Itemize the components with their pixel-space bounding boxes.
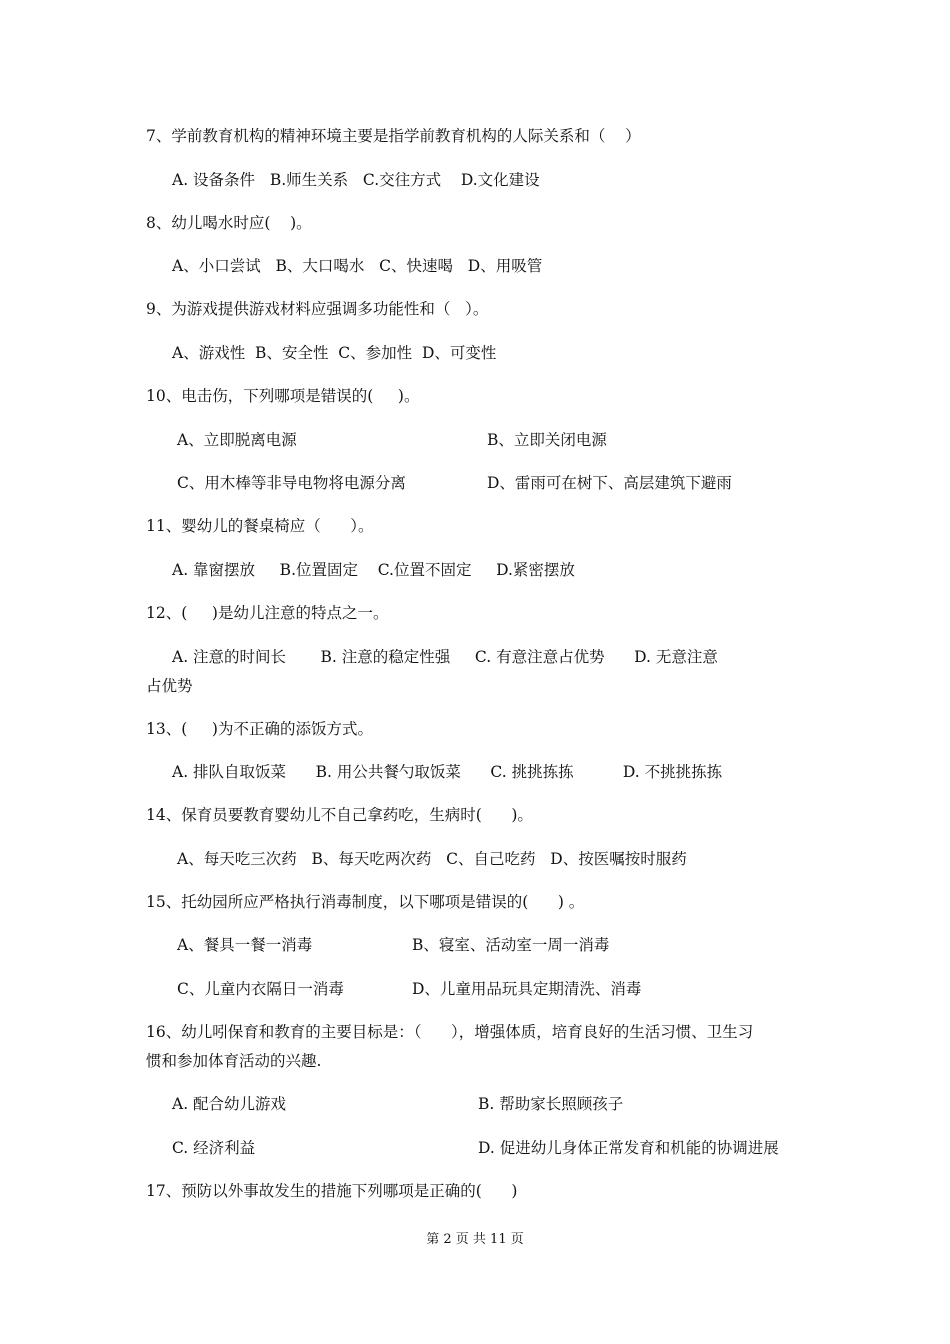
question-8-stem: 8、幼儿喝水时应( )。 [146, 214, 312, 232]
question-12-options-line1: A. 注意的时间长 B. 注意的稳定性强 C. 有意注意占优势 D. 无意注意 [172, 648, 718, 666]
question-9-options: A、游戏性 B、安全性 C、参加性 D、可变性 [172, 344, 497, 362]
page-footer: 第 2 页 共 11 页 [426, 1232, 524, 1247]
question-15-option-b: B、寝室、活动室一周一消毒 [412, 936, 610, 954]
question-16-stem-line2: 惯和参加体育活动的兴趣. [146, 1052, 322, 1070]
question-14-stem: 14、保育员要教育婴幼儿不自己拿药吃，生病时( )。 [146, 806, 533, 824]
question-16-stem-line1: 16、幼儿吲保育和教育的主要目标是：（ ），增强体质，培育良好的生活习惯、卫生习 [146, 1023, 754, 1041]
question-10-option-d: D、雷雨可在树下、高层建筑下避雨 [487, 474, 732, 492]
question-10-stem: 10、电击伤，下列哪项是错误的( )。 [146, 387, 420, 405]
question-16-option-b: B. 帮助家长照顾孩子 [478, 1095, 624, 1113]
question-13-stem: 13、( )为不正确的添饭方式。 [146, 720, 373, 738]
question-9-stem: 9、为游戏提供游戏材料应强调多功能性和（ ）。 [146, 300, 489, 318]
question-15-option-c: C、儿童内衣隔日一消毒 [177, 980, 344, 998]
question-11-options: A. 靠窗摆放 B.位置固定 C.位置不固定 D.紧密摆放 [172, 561, 575, 579]
question-15-option-d: D、儿童用品玩具定期清洗、消毒 [412, 980, 642, 998]
question-12-options-line2: 占优势 [146, 677, 193, 695]
question-15-option-a: A、餐具一餐一消毒 [177, 936, 313, 954]
question-14-options: A、每天吃三次药 B、每天吃两次药 C、自己吃药 D、按医嘱按时服药 [177, 850, 687, 868]
question-10-option-b: B、立即关闭电源 [487, 431, 607, 449]
question-10-option-a: A、立即脱离电源 [177, 431, 297, 449]
question-13-options: A. 排队自取饭菜 B. 用公共餐勺取饭菜 C. 挑挑拣拣 D. 不挑挑拣拣 [172, 763, 723, 781]
question-16-option-a: A. 配合幼儿游戏 [172, 1095, 287, 1113]
question-16-option-d: D. 促进幼儿身体正常发育和机能的协调进展 [478, 1139, 779, 1157]
question-7-options: A. 设备条件 B.师生关系 C.交往方式 D.文化建设 [172, 171, 540, 189]
question-8-options: A、小口尝试 B、大口喝水 C、快速喝 D、用吸管 [172, 257, 543, 275]
question-12-stem: 12、( )是幼儿注意的特点之一。 [146, 604, 389, 622]
question-11-stem: 11、婴幼儿的餐桌椅应（ ）。 [146, 517, 374, 535]
question-17-stem: 17、预防以外事故发生的措施下列哪项是正确的( ) [146, 1182, 518, 1200]
question-15-stem: 15、托幼园所应严格执行消毒制度，以下哪项是错误的( ) 。 [146, 893, 585, 911]
question-10-option-c: C、用木棒等非导电物将电源分离 [177, 474, 406, 492]
question-16-option-c: C. 经济利益 [172, 1139, 256, 1157]
question-7-stem: 7、学前教育机构的精神环境主要是指学前教育机构的人际关系和（ ） [146, 127, 641, 145]
